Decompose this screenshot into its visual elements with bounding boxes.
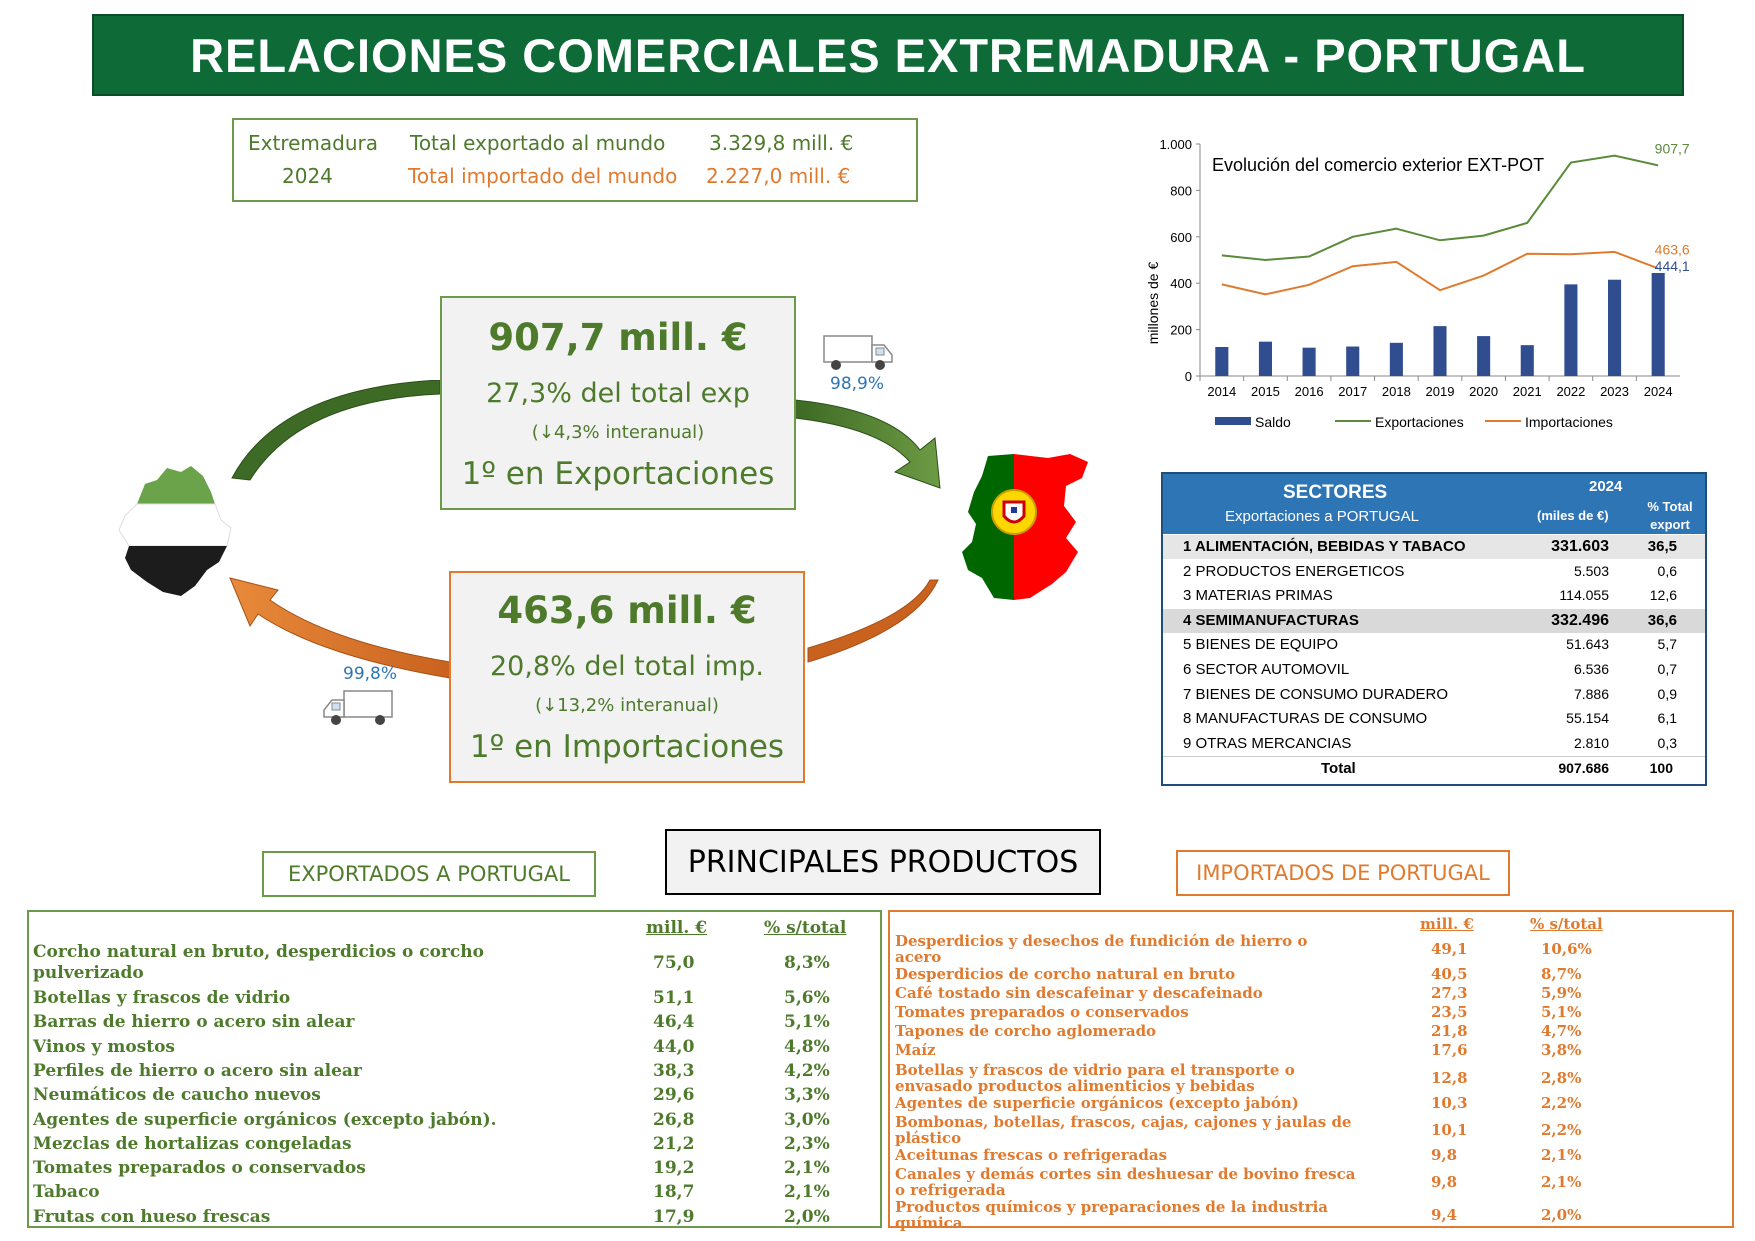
- x-tick-label: 2016: [1294, 384, 1324, 399]
- sector-value: 332.496: [1551, 611, 1609, 629]
- exported-products-table: [27, 910, 882, 1228]
- sector-row: [1163, 658, 1705, 682]
- truck-icon: [822, 333, 894, 373]
- product-name-cont: pulverizado: [33, 963, 144, 983]
- product-name: Agentes de superficie orgánicos (excepto jabón): [895, 1093, 1299, 1112]
- import-box: [449, 571, 805, 783]
- import-arrow: [808, 580, 938, 662]
- y-tick-label: 400: [1170, 276, 1192, 292]
- product-name: Maíz: [895, 1041, 936, 1060]
- product-name: Perfiles de hierro o acero sin alear: [33, 1060, 362, 1081]
- product-pct: 2,2%: [1541, 1120, 1582, 1139]
- y-tick-label: 1.000: [1159, 137, 1192, 152]
- sector-total-row: [1163, 756, 1705, 781]
- product-row: [29, 1061, 880, 1085]
- sectors-title: SECTORES: [1283, 482, 1388, 503]
- sector-value: 6.536: [1573, 661, 1609, 677]
- sector-total-label: Total: [1321, 760, 1356, 778]
- sector-row: [1163, 609, 1705, 633]
- saldo-bar: [1608, 280, 1621, 376]
- chart-labels: [1655, 140, 1690, 274]
- product-value: 12,8: [1431, 1068, 1468, 1087]
- export-rank: 1º en Exportaciones: [461, 456, 775, 492]
- product-name: Café tostado sin descafeinar y descafeinado: [895, 984, 1263, 1003]
- product-value: 21,2: [653, 1133, 695, 1154]
- sector-name: 8 MANUFACTURAS DE CONSUMO: [1183, 710, 1428, 728]
- sector-pct: 36,5: [1647, 538, 1677, 555]
- import-share: 20,8% del total imp.: [489, 651, 765, 682]
- export-amount: 907,7 mill. €: [488, 316, 748, 359]
- product-value: 9,8: [1431, 1172, 1458, 1191]
- product-name-cont: envasado productos alimenticios y bebidas: [895, 1076, 1255, 1095]
- imported-products-table: [888, 910, 1734, 1232]
- x-tick-label: 2019: [1425, 384, 1455, 399]
- product-row: [890, 1165, 1732, 1198]
- product-row: [29, 1158, 880, 1182]
- product-pct: 4,2%: [784, 1060, 830, 1081]
- x-tick-label: 2015: [1250, 384, 1280, 399]
- product-value: 21,8: [1431, 1022, 1468, 1041]
- sector-value: 7.886: [1573, 685, 1609, 702]
- product-value: 17,6: [1431, 1041, 1468, 1060]
- trade-evolution-chart: [1130, 128, 1700, 438]
- sectors-subtitle: Exportaciones a PORTUGAL: [1225, 508, 1419, 525]
- saldo-bar: [1564, 284, 1577, 376]
- x-tick-label: 2018: [1381, 384, 1411, 399]
- product-name-cont: acero: [895, 948, 942, 966]
- product-row: [29, 1037, 880, 1061]
- sector-value: 2.810: [1573, 734, 1609, 751]
- sector-row: [1163, 683, 1705, 707]
- exported-col-value: mill. €: [646, 918, 708, 938]
- page-title: RELACIONES COMERCIALES EXTREMADURA - PORTUGAL: [190, 28, 1586, 82]
- product-row: [890, 1003, 1732, 1022]
- product-row: [890, 1198, 1732, 1231]
- sector-name: 6 SECTOR AUTOMOVIL: [1183, 661, 1350, 678]
- product-value: 46,4: [653, 1012, 695, 1033]
- x-tick-label: 2022: [1556, 384, 1586, 399]
- export-change: (↓4,3% interanual): [531, 422, 705, 443]
- imported-col-value: mill. €: [1420, 915, 1474, 933]
- legend-label: Importaciones: [1525, 414, 1613, 430]
- sectors-header: [1163, 474, 1705, 534]
- product-row: [29, 1182, 880, 1206]
- saldo-bar: [1521, 345, 1534, 376]
- product-pct: 2,8%: [1541, 1068, 1582, 1087]
- products-title: PRINCIPALES PRODUCTOS: [665, 829, 1101, 895]
- sectors-col-pct: % Total export: [1647, 499, 1693, 532]
- product-name-cont: plástico: [895, 1128, 962, 1147]
- product-value: 19,2: [653, 1158, 695, 1179]
- sector-pct: 0,9: [1657, 685, 1677, 702]
- imported-col-pct: % s/total: [1530, 915, 1603, 933]
- product-pct: 2,0%: [784, 1206, 830, 1227]
- product-name: Frutas con hueso frescas: [33, 1206, 271, 1227]
- exported-col-pct: % s/total: [764, 918, 847, 938]
- sector-row: [1163, 535, 1705, 559]
- x-tick-label: 2014: [1207, 384, 1237, 399]
- sector-name: 2 PRODUCTOS ENERGETICOS: [1183, 562, 1405, 580]
- product-value: 18,7: [653, 1182, 695, 1203]
- export-road-pct: 98,9%: [830, 374, 885, 394]
- product-name: Desperdicios de corcho natural en bruto: [895, 965, 1236, 983]
- product-row: [890, 1041, 1732, 1060]
- saldo-bar: [1390, 343, 1403, 376]
- truck-icon: [322, 688, 394, 728]
- sector-value: 55.154: [1566, 710, 1609, 727]
- export-arrow-head: [795, 400, 940, 488]
- import-rank: 1º en Importaciones: [469, 729, 785, 765]
- product-name: Neumáticos de caucho nuevos: [33, 1085, 321, 1106]
- chart-legend: [1215, 414, 1613, 430]
- product-pct: 2,1%: [784, 1158, 830, 1179]
- chart-bars: [1215, 273, 1664, 376]
- sector-total-pct: 100: [1649, 760, 1673, 777]
- legend-label: Saldo: [1255, 414, 1291, 430]
- x-tick-label: 2024: [1643, 384, 1673, 399]
- product-row: [890, 1061, 1732, 1094]
- product-value: 10,3: [1431, 1093, 1468, 1112]
- chart-lines: [1222, 156, 1658, 295]
- product-value: 27,3: [1431, 984, 1468, 1003]
- product-value: 26,8: [653, 1109, 695, 1130]
- product-name: Mezclas de hortalizas congeladas: [33, 1133, 352, 1154]
- import-amount: 463,6 mill. €: [497, 589, 757, 632]
- sector-pct: 0,6: [1657, 562, 1677, 579]
- extremadura-map-icon: [115, 462, 240, 602]
- product-value: 29,6: [653, 1085, 695, 1106]
- product-value: 44,0: [653, 1036, 695, 1057]
- sector-row: [1163, 707, 1705, 731]
- summary-year: 2024: [282, 164, 333, 188]
- product-value: 9,8: [1431, 1145, 1458, 1164]
- product-pct: 5,1%: [1541, 1003, 1582, 1022]
- product-name: Tomates preparados o conservados: [33, 1158, 366, 1179]
- product-value: 40,5: [1431, 965, 1468, 983]
- sector-row: [1163, 584, 1705, 608]
- product-pct: 3,8%: [1541, 1041, 1582, 1060]
- product-pct: 8,3%: [784, 953, 830, 973]
- sector-value: 51.643: [1566, 636, 1609, 653]
- product-value: 38,3: [653, 1060, 695, 1081]
- sector-total-value: 907.686: [1558, 760, 1609, 777]
- product-name: Corcho natural en bruto, desperdicios o corcho: [33, 942, 484, 962]
- product-name: Bombonas, botellas, frascos, cajas, cajones y jaulas de: [895, 1112, 1352, 1131]
- sector-name: 7 BIENES DE CONSUMO DURADERO: [1183, 685, 1449, 703]
- product-pct: 4,7%: [1541, 1022, 1582, 1041]
- legend-label: Exportaciones: [1375, 414, 1464, 430]
- product-name: Canales y demás cortes sin deshuesar de bovino fresca: [895, 1164, 1356, 1183]
- sectors-year: 2024: [1589, 478, 1623, 495]
- import-road-pct: 99,8%: [343, 664, 398, 684]
- product-pct: 5,1%: [784, 1012, 830, 1033]
- product-name: Agentes de superficie orgánicos (excepto jabón).: [33, 1109, 497, 1130]
- product-value: 49,1: [1431, 940, 1468, 958]
- end-label-saldo: 444,1: [1654, 257, 1690, 274]
- product-name-cont: o refrigerada: [895, 1180, 1006, 1199]
- saldo-bar: [1215, 347, 1228, 376]
- sector-name: 1 ALIMENTACIÓN, BEBIDAS Y TABACO: [1183, 538, 1466, 555]
- product-pct: 3,3%: [784, 1085, 830, 1106]
- title-banner: [92, 14, 1684, 96]
- chart-ylabel: millones de €: [1145, 261, 1161, 345]
- product-pct: 2,0%: [1541, 1205, 1582, 1224]
- product-value: 75,0: [653, 953, 695, 973]
- y-tick-label: 800: [1170, 183, 1192, 199]
- sectors-table: [1161, 472, 1707, 786]
- product-name: Barras de hierro o acero sin alear: [33, 1012, 355, 1033]
- product-pct: 2,1%: [1541, 1145, 1582, 1164]
- summary-import-label: Total importado del mundo: [408, 164, 678, 188]
- product-row: [29, 1012, 880, 1036]
- legend-swatch: [1215, 417, 1251, 425]
- product-value: 23,5: [1431, 1003, 1468, 1022]
- product-name: Aceitunas frescas o refrigeradas: [895, 1145, 1168, 1164]
- product-name: Tabaco: [33, 1182, 100, 1203]
- sector-row: [1163, 633, 1705, 657]
- product-pct: 10,6%: [1541, 940, 1592, 958]
- sector-pct: 36,6: [1647, 611, 1677, 629]
- exported-title: EXPORTADOS A PORTUGAL: [262, 851, 596, 897]
- product-pct: 5,9%: [1541, 984, 1582, 1003]
- product-row: [29, 1085, 880, 1109]
- product-name: Botellas y frascos de vidrio: [33, 988, 291, 1008]
- x-tick-label: 2023: [1600, 384, 1630, 399]
- product-pct: 4,8%: [784, 1036, 830, 1057]
- product-value: 10,1: [1431, 1120, 1468, 1139]
- sector-pct: 5,7: [1657, 636, 1677, 653]
- product-row: [890, 1113, 1732, 1146]
- sector-value: 114.055: [1559, 587, 1609, 604]
- export-arrow: [232, 380, 440, 480]
- saldo-bar: [1346, 347, 1359, 376]
- product-row: [29, 1110, 880, 1134]
- product-value: 9,4: [1431, 1205, 1458, 1224]
- product-value: 51,1: [653, 988, 695, 1008]
- product-pct: 5,6%: [784, 988, 830, 1008]
- y-tick-label: 200: [1170, 322, 1192, 338]
- product-row: [890, 932, 1732, 965]
- saldo-bar: [1433, 326, 1446, 376]
- product-pct: 2,3%: [784, 1133, 830, 1154]
- chart-axes: [1159, 137, 1680, 399]
- export-share: 27,3% del total exp: [486, 378, 750, 409]
- import-change: (↓13,2% interanual): [535, 695, 719, 716]
- sector-name: 9 OTRAS MERCANCIAS: [1183, 734, 1352, 752]
- product-row: [890, 1146, 1732, 1165]
- import-arrow-head: [230, 578, 450, 678]
- product-pct: 3,0%: [784, 1109, 830, 1130]
- product-row: [890, 965, 1732, 984]
- product-row: [890, 984, 1732, 1003]
- product-row: [29, 1134, 880, 1158]
- product-row: [29, 988, 880, 1012]
- product-value: 17,9: [653, 1206, 695, 1227]
- saldo-bar: [1303, 348, 1316, 376]
- sector-name: 5 BIENES DE EQUIPO: [1183, 636, 1339, 654]
- sector-pct: 0,7: [1657, 661, 1677, 677]
- end-label-exportaciones: 907,7: [1654, 140, 1690, 157]
- y-tick-label: 0: [1184, 369, 1192, 384]
- product-row: [29, 942, 880, 988]
- saldo-bar: [1652, 273, 1665, 376]
- saldo-bar: [1477, 336, 1490, 376]
- product-name: Desperdicios y desechos de fundición de hierro o: [895, 932, 1308, 950]
- product-pct: 8,7%: [1541, 965, 1582, 983]
- sector-name: 3 MATERIAS PRIMAS: [1183, 587, 1333, 605]
- sector-value: 331.603: [1551, 538, 1609, 555]
- x-tick-label: 2017: [1338, 384, 1368, 399]
- summary-region: Extremadura: [248, 131, 378, 155]
- product-row: [890, 1022, 1732, 1041]
- product-name: Tapones de corcho aglomerado: [895, 1022, 1157, 1041]
- sector-pct: 6,1: [1657, 710, 1677, 727]
- product-name: Vinos y mostos: [33, 1036, 175, 1057]
- portugal-map-icon: [958, 452, 1098, 602]
- product-name: Botellas y frascos de vidrio para el transporte o: [895, 1060, 1295, 1079]
- sector-row: [1163, 560, 1705, 584]
- sector-row: [1163, 732, 1705, 756]
- sector-name: 4 SEMIMANUFACTURAS: [1183, 611, 1359, 629]
- product-pct: 2,1%: [784, 1182, 830, 1203]
- sector-pct: 0,3: [1657, 734, 1677, 751]
- summary-export-value: 3.329,8 mill. €: [709, 131, 854, 155]
- product-row: [890, 1094, 1732, 1113]
- summary-export-label: Total exportado al mundo: [410, 131, 666, 155]
- summary-import-value: 2.227,0 mill. €: [706, 164, 851, 188]
- saldo-bar: [1259, 342, 1272, 376]
- y-tick-label: 600: [1170, 229, 1192, 245]
- chart-title: Evolución del comercio exterior EXT-POT: [1212, 155, 1545, 175]
- product-name: Productos químicos y preparaciones de la industria: [895, 1197, 1329, 1216]
- summary-box: [232, 118, 918, 202]
- product-name: Tomates preparados o conservados: [895, 1003, 1189, 1022]
- product-pct: 2,1%: [1541, 1172, 1582, 1191]
- product-row: [29, 1207, 880, 1231]
- product-pct: 2,2%: [1541, 1093, 1582, 1112]
- end-label-importaciones: 463,6: [1654, 241, 1690, 258]
- sector-value: 5.503: [1573, 562, 1609, 579]
- export-box: [440, 296, 796, 510]
- x-tick-label: 2020: [1469, 384, 1499, 399]
- product-name-cont: química: [895, 1213, 963, 1232]
- sector-pct: 12,6: [1649, 587, 1677, 604]
- imported-title: IMPORTADOS DE PORTUGAL: [1176, 850, 1510, 896]
- x-tick-label: 2021: [1512, 384, 1542, 399]
- sectors-col-value: (miles de €): [1537, 508, 1609, 523]
